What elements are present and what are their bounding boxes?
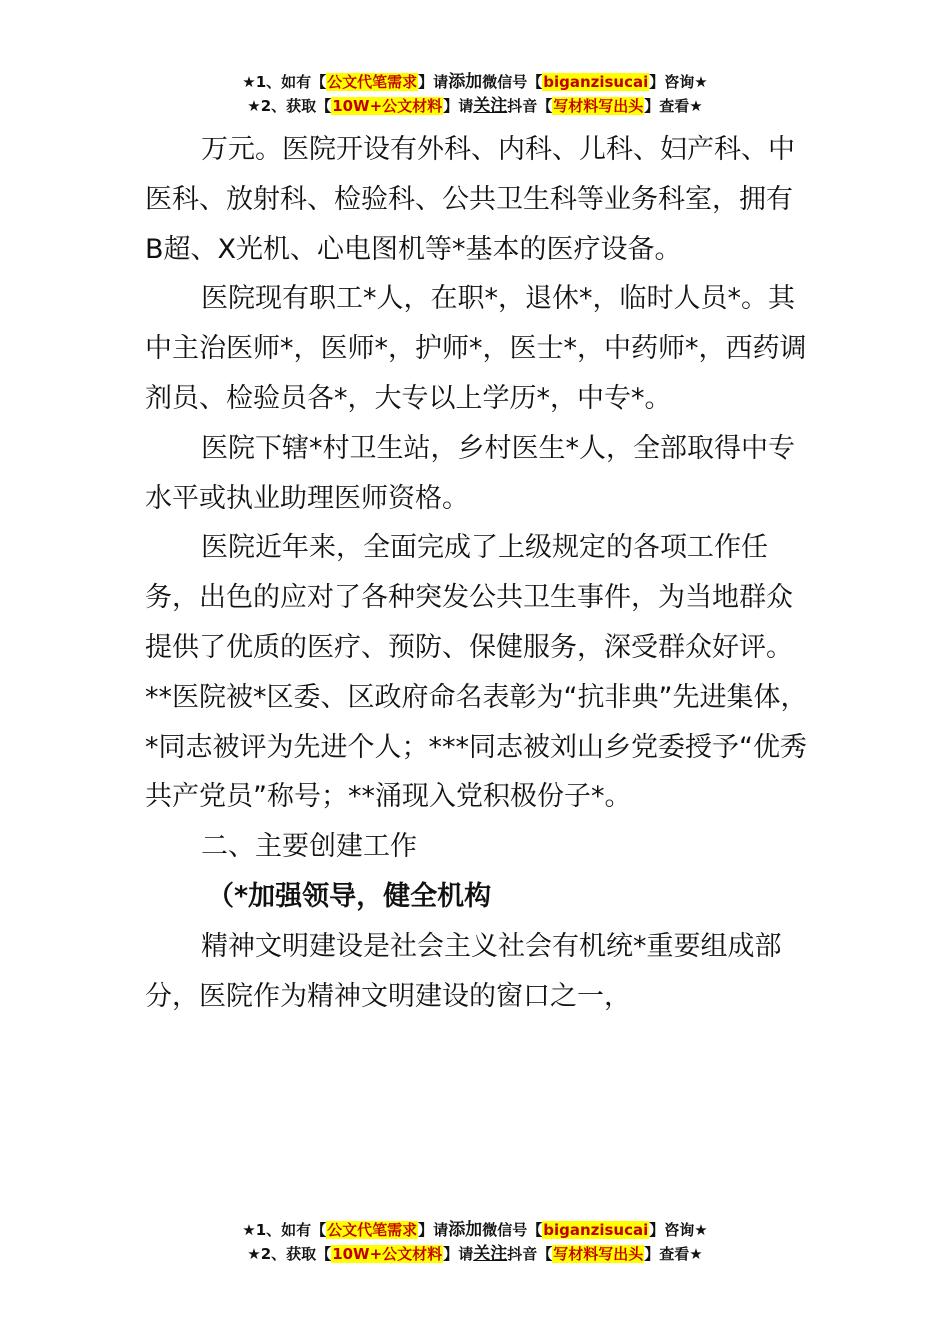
banner-text: ★1、如有【	[242, 73, 327, 91]
banner-text: ★2、获取【	[247, 97, 332, 115]
banner-text: 】请	[418, 1221, 449, 1239]
banner-text: 抖音【	[507, 97, 553, 115]
banner-text: ★2、获取【	[247, 1245, 332, 1263]
section-heading: 二、主要创建工作	[201, 831, 417, 863]
banner-wechat-id: biganzisucai	[543, 1221, 649, 1239]
banner-line-1	[0, 70, 950, 94]
banner-line-2	[0, 1242, 950, 1266]
footer-banner	[0, 1218, 950, 1266]
banner-text: ★1、如有【	[242, 1221, 327, 1239]
banner-emphasis: 添加	[448, 72, 483, 92]
banner-emphasis: 关注	[473, 1244, 508, 1264]
banner-highlight: 10W+公文材料	[332, 1245, 443, 1263]
banner-line-2	[0, 94, 950, 118]
banner-highlight: 公文代笔需求	[327, 1221, 418, 1239]
banner-text: 】查看★	[644, 1245, 703, 1263]
header-banner	[0, 70, 950, 118]
banner-text: 微信号【	[482, 1221, 543, 1239]
paragraph-facilities: 万元。医院开设有外科、内科、儿科、妇产科、中医科、放射科、检验科、公共卫生科等业务科室，拥有B超、X光机、心电图机等*基本的医疗设备。	[145, 134, 795, 265]
banner-text: 微信号【	[482, 73, 543, 91]
banner-wechat-id: biganzisucai	[543, 73, 649, 91]
paragraph-village-stations: 医院下辖*村卫生站，乡村医生*人，全部取得中专水平或执业助理医师资格。	[145, 432, 795, 514]
banner-text: 】咨询★	[649, 1221, 708, 1239]
banner-line-1	[0, 1218, 950, 1242]
banner-text: 】咨询★	[649, 73, 708, 91]
banner-text: 】请	[443, 1245, 474, 1263]
banner-emphasis: 添加	[448, 1220, 483, 1240]
banner-douyin-id: 写材料写出头	[553, 97, 644, 115]
banner-douyin-id: 写材料写出头	[553, 1245, 644, 1263]
banner-text: 】查看★	[644, 97, 703, 115]
banner-text: 】请	[418, 73, 449, 91]
banner-emphasis: 关注	[473, 96, 508, 116]
paragraph-civilization: 精神文明建设是社会主义社会有机统*重要组成部分，医院作为精神文明建设的窗口之一，	[145, 930, 782, 1012]
banner-highlight: 公文代笔需求	[327, 73, 418, 91]
banner-text: 】请	[443, 97, 474, 115]
paragraph-achievements: 医院近年来，全面完成了上级规定的各项工作任务，出色的应对了各种突发公共卫生事件，为当地群众提供了优质的医疗、预防、保健服务，深受群众好评。**医院被*区委、区政府命名表彰为“抗非典”先进集体，*同志被评为先进个人；***同志被刘山乡党委授予“优秀共产党员”称号；**涌现入党积极份子*。	[145, 532, 808, 813]
banner-text: 抖音【	[507, 1245, 553, 1263]
document-body	[145, 125, 810, 1021]
paragraph-staff: 医院现有职工*人，在职*，退休*，临时人员*。其中主治医师*，医师*，护师*，医士*，中药师*，西药调剂员、检验员各*，大专以上学历*，中专*。	[145, 283, 807, 414]
banner-highlight: 10W+公文材料	[332, 97, 443, 115]
subsection-heading: （*加强领导，健全机构	[207, 880, 492, 912]
